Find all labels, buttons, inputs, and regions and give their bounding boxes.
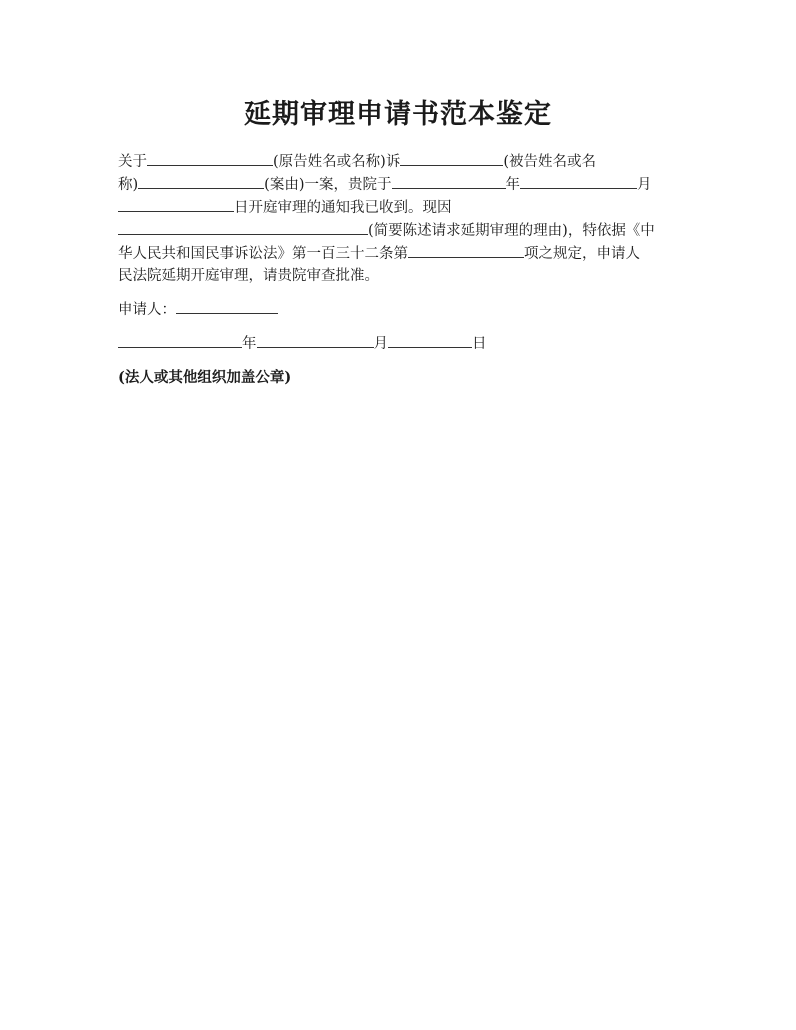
document-body [118, 150, 683, 390]
text-case-cause: (案由)一案，贵院于 [264, 177, 392, 193]
paragraph-line-1 [118, 150, 683, 173]
clause-blank[interactable] [408, 242, 524, 258]
date-year-label: 年 [242, 336, 257, 352]
reason-blank[interactable] [118, 219, 368, 235]
paragraph-line-6 [118, 265, 683, 288]
text-reason-hint: (简要陈述请求延期审理的理由)，特依据《中 [368, 223, 655, 239]
text-month: 月 [637, 177, 652, 193]
applicant-label: 申请人： [118, 302, 176, 318]
case-cause-blank[interactable] [138, 173, 264, 189]
paragraph-line-5 [118, 242, 683, 265]
text-request: 民法院延期开庭审理，请贵院审查批准。 [118, 268, 379, 284]
date-day-label: 日 [472, 336, 487, 352]
text-about: 关于 [118, 154, 147, 170]
date-year-blank[interactable] [118, 332, 242, 348]
paragraph-line-3 [118, 196, 683, 219]
plaintiff-blank[interactable] [147, 150, 273, 166]
paragraph-line-2 [118, 173, 683, 196]
paragraph-line-4 [118, 219, 683, 242]
applicant-line [118, 298, 683, 322]
text-law-reference: 华人民共和国民事诉讼法》第一百三十二条第 [118, 246, 408, 262]
notice-year-blank[interactable] [392, 173, 506, 189]
text-defendant-hint: (被告姓名或名 [503, 154, 596, 170]
date-month-label: 月 [373, 336, 388, 352]
date-month-blank[interactable] [257, 332, 374, 348]
text-name-end: 称) [118, 177, 139, 193]
date-day-blank[interactable] [388, 332, 472, 348]
notice-month-blank[interactable] [520, 173, 637, 189]
document-title: 延期审理申请书范本鉴定 [244, 99, 552, 130]
date-line [118, 332, 683, 356]
seal-note: (法人或其他组织加盖公章) [118, 369, 292, 386]
defendant-blank[interactable] [400, 150, 503, 166]
applicant-blank[interactable] [176, 298, 278, 314]
text-clause-provision: 项之规定，申请人 [524, 246, 640, 262]
text-year: 年 [505, 177, 520, 193]
text-notice-received: 日开庭审理的通知我已收到。现因 [234, 200, 452, 216]
notice-day-blank[interactable] [118, 196, 234, 212]
text-plaintiff-hint: (原告姓名或名称)诉 [273, 154, 401, 170]
